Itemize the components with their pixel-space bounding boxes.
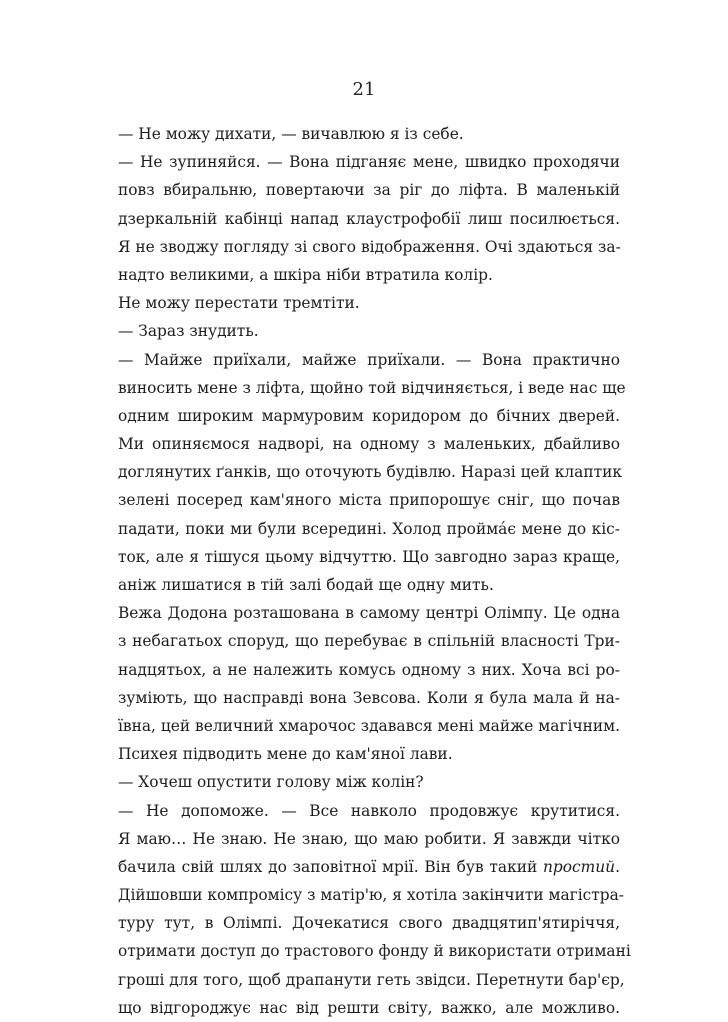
text-line: отримати доступ до трастового фонду й використати отримані [118, 942, 631, 961]
text-line: Я маю… Не знаю. Не знаю, що маю робити. Я завжди чітко [118, 829, 620, 848]
text-line: доглянутих ґанків, що оточують будівлю. Наразі цей клаптик [118, 463, 622, 482]
body-text [118, 120, 631, 1022]
text-line: — Не зупиняйся. — Вона підганяє мене, швидко проходячи [118, 153, 620, 172]
text-line: аніж лишатися в тій залі бодай ще одну мить. [118, 576, 494, 594]
text-line: туру тут, в Олімпі. Дочекатися свого двадцятип'ятиріччя, [118, 914, 620, 933]
text-line: Вежа Додона розташована в самому центрі Олімпу. Це одна [118, 604, 620, 623]
italic-word: простий [543, 857, 616, 876]
text-line: одним широким мармуровим коридором до бічних дверей. [118, 406, 620, 425]
page-number: 21 [352, 79, 376, 100]
text-line: дзеркальній кабінці напад клаустрофобії лиш посилюється. [118, 209, 620, 228]
text-line: Не можу перестати тремтіти. [118, 294, 360, 313]
text-line: — Хочеш опустити голову між колін? [118, 773, 424, 792]
text-line: зелені посеред кам'яного міста припорошує сніг, що почав [118, 491, 620, 510]
text-line: гроші для того, щоб драпанути геть звідси. Перетнути бар'єр, [118, 970, 625, 989]
text-line: — Не допоможе. — Все навколо продовжує крутитися. [118, 801, 620, 820]
text-line: повз вбиральню, повертаючи за ріг до ліфта. В маленькій [118, 181, 620, 200]
text-line: бачила свій шлях до заповітної мрії. Він був такий простий. [118, 857, 620, 876]
text-line: — Не можу дихати, — вичавлюю я із себе. [118, 125, 464, 143]
text-line: — Зараз знудить. [118, 322, 259, 341]
text-line: ївна, цей величний хмарочос здавався мені майже магічним. [118, 716, 620, 735]
text-line: ток, але я тішуся цьому відчуттю. Що завгодно зараз краще, [118, 547, 620, 566]
text-line: Ми опиняємося надворі, на одному з маленьких, дбайливо [118, 435, 620, 454]
text-line: надто великими, а шкіра ніби втратила колір. [118, 265, 493, 284]
text-line: Я не зводжу погляду зі свого відображення. Очі здаються за- [118, 237, 621, 256]
text-line: що відгороджує нас від решти світу, важко, але можливо. [118, 998, 620, 1017]
text-line: з небагатьох споруд, що перебуває в спільній власності Три- [118, 632, 620, 651]
text-line: Дійшовши компромісу з матір'ю, я хотіла закінчити магістра- [118, 886, 625, 905]
text-line: зуміють, що насправді вона Зевсова. Коли я була мала й на- [118, 688, 620, 707]
text-line: падати, поки ми були всередині. Холод пройма́є мене до кіс- [118, 519, 620, 538]
text-line: виносить мене з ліфта, щойно той відчиняється, і веде нас ще [118, 378, 626, 397]
text-line: Психея підводить мене до кам'яної лави. [118, 745, 453, 764]
text-line: надцятьох, а не належить комусь одному з них. Хоча всі ро- [118, 660, 620, 679]
text-line: — Майже приїхали, майже приїхали. — Вона практично [118, 350, 620, 369]
